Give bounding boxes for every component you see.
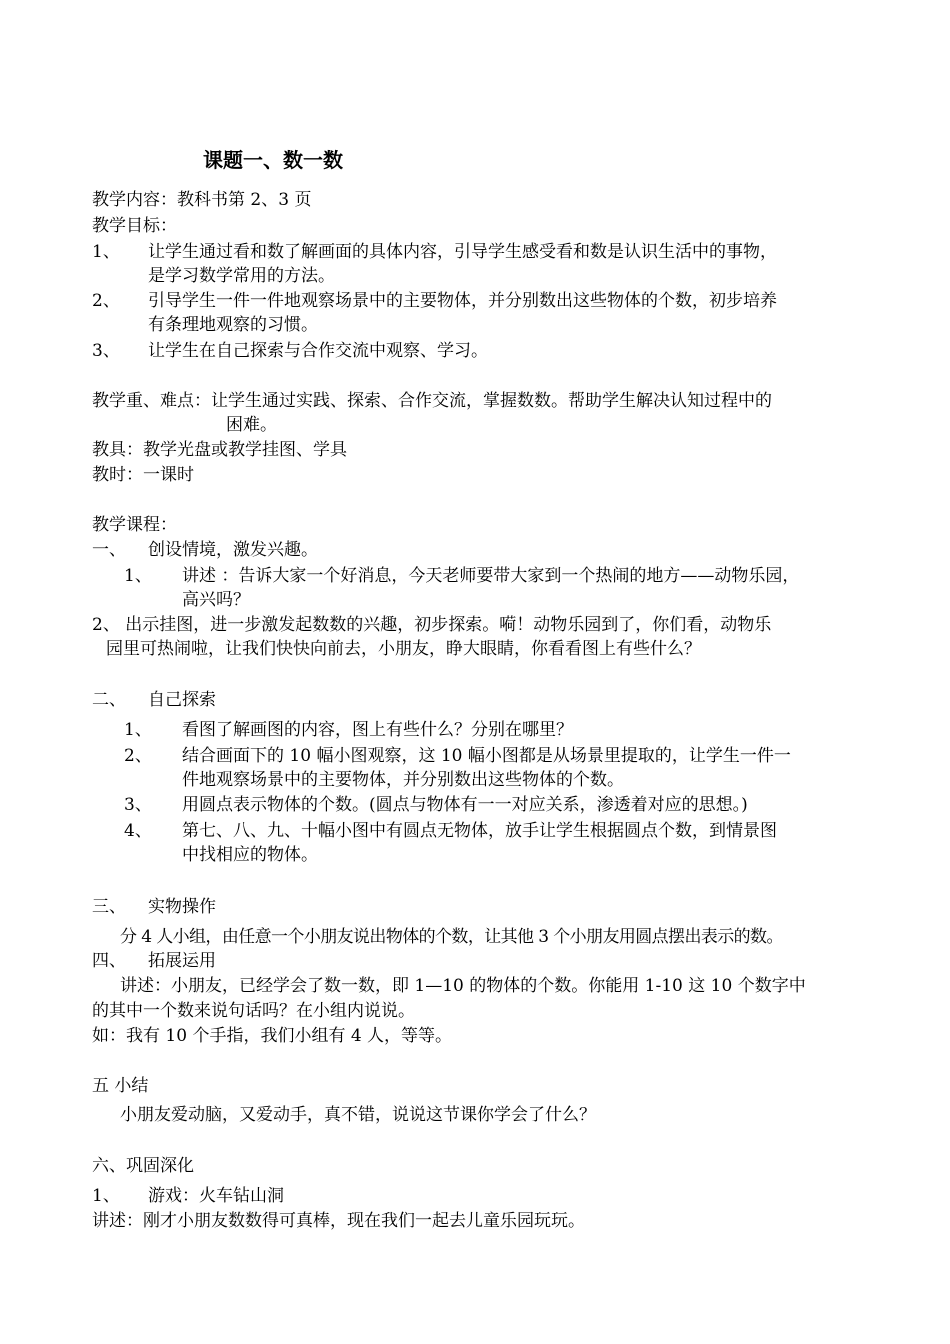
- section-heading: 拓展运用: [148, 951, 216, 971]
- goal-number: 2、: [92, 291, 120, 311]
- teaching-time: 教时：一课时: [92, 465, 194, 485]
- item-number: 3、: [124, 795, 152, 815]
- paragraph: 小朋友爱动脑，又爱动手，真不错，说说这节课你学会了什么？: [120, 1105, 596, 1125]
- item-number: 1、: [124, 720, 152, 740]
- item-number: 2、: [124, 746, 152, 766]
- item-text: 用圆点表示物体的个数。(圆点与物体有一一对应关系，渗透着对应的思想。): [182, 795, 748, 815]
- item-text: 中找相应的物体。: [182, 845, 318, 865]
- item-text: 结合画面下的 10 幅小图观察，这 10 幅小图都是从场景里提取的，让学生一件一: [182, 746, 791, 766]
- goal-text: 是学习数学常用的方法。: [148, 266, 335, 286]
- item-number: 1、: [92, 1186, 120, 1206]
- item-text: 件地观察场景中的主要物体，并分别数出这些物体的个数。: [182, 770, 624, 790]
- course-label: 教学课程：: [92, 515, 177, 535]
- goal-text: 有条理地观察的习惯。: [148, 315, 318, 335]
- item-number: 4、: [124, 821, 152, 841]
- section-heading: 六、巩固深化: [92, 1156, 194, 1176]
- goal-text: 引导学生一件一件地观察场景中的主要物体，并分别数出这些物体的个数，初步培养: [148, 291, 777, 311]
- page-title: 课题一、数一数: [203, 148, 343, 172]
- key-points-cont: 困难。: [226, 415, 277, 435]
- section-heading: 自己探索: [148, 690, 216, 710]
- section-number: 三、: [92, 897, 126, 917]
- teaching-content: 教学内容：教科书第 2、3 页: [92, 190, 312, 210]
- paragraph: 如：我有 10 个手指，我们小组有 4 人，等等。: [92, 1026, 453, 1046]
- paragraph: 分 4 人小组，由任意一个小朋友说出物体的个数，让其他 3 个小朋友用圆点摆出表示的数。: [120, 927, 783, 947]
- item-text: 讲述 ：告诉大家一个好消息，今天老师要带大家到一个热闹的地方——动物乐园，: [182, 566, 800, 586]
- item-text: 第七、八、九、十幅小图中有圆点无物体，放手让学生根据圆点个数，到情景图: [182, 821, 777, 841]
- item-text: 2、 出示挂图，进一步激发起数数的兴趣，初步探索。嗬！动物乐园到了，你们看，动物乐: [92, 615, 772, 635]
- section-number: 四、: [92, 951, 126, 971]
- item-text: 看图了解画图的内容，图上有些什么？分别在哪里？: [182, 720, 573, 740]
- goal-number: 1、: [92, 242, 120, 262]
- goal-number: 3、: [92, 341, 120, 361]
- item-text: 高兴吗？: [182, 590, 250, 610]
- goals-label: 教学目标：: [92, 216, 177, 236]
- paragraph: 的其中一个数来说句话吗？在小组内说说。: [92, 1001, 415, 1021]
- section-heading: 五 小结: [92, 1076, 149, 1096]
- goal-text: 让学生通过看和数了解画面的具体内容，引导学生感受看和数是认识生活中的事物，: [148, 242, 777, 262]
- section-number: 二、: [92, 690, 126, 710]
- section-heading: 实物操作: [148, 897, 216, 917]
- item-number: 1、: [124, 566, 152, 586]
- item-text: 游戏：火车钻山洞: [148, 1186, 284, 1206]
- paragraph: 讲述：小朋友，已经学会了数一数，即 1—10 的物体的个数。你能用 1-10 这 10 个数字中: [120, 976, 806, 996]
- key-points: 教学重、难点：让学生通过实践、探索、合作交流，掌握数数。帮助学生解决认知过程中的: [92, 391, 772, 411]
- paragraph: 讲述：刚才小朋友数数得可真棒，现在我们一起去儿童乐园玩玩。: [92, 1211, 585, 1231]
- goal-text: 让学生在自己探索与合作交流中观察、学习。: [148, 341, 488, 361]
- section-heading: 创设情境，激发兴趣。: [148, 540, 318, 560]
- item-text: 园里可热闹啦，让我们快快向前去，小朋友，睁大眼睛，你看看图上有些什么？: [106, 639, 701, 659]
- teaching-tools: 教具：教学光盘或教学挂图、学具: [92, 440, 347, 460]
- section-number: 一、: [92, 540, 126, 560]
